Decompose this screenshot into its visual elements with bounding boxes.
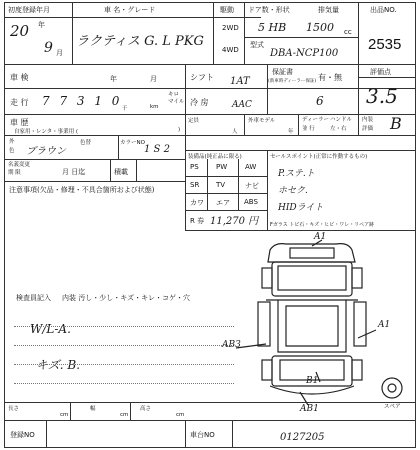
doors-label: ドア数・形状 — [248, 6, 290, 14]
model-year-unit: 年 — [288, 129, 294, 135]
year-handwritten: 20 — [10, 22, 30, 40]
yes-no: 有・無 — [318, 73, 342, 82]
eq-air: エア — [216, 199, 230, 207]
diagram-label-b1: B1 — [306, 376, 319, 386]
height-unit: cm — [176, 412, 185, 418]
ac-handwritten: AAC — [232, 100, 252, 110]
lot-label: 出品NO. — [370, 6, 397, 14]
shaken-year: 年 — [110, 75, 117, 83]
caution-label: 注意事項(欠品・修理・不具合箇所および状態) — [9, 186, 155, 194]
sen-label: 千 — [122, 106, 128, 112]
note-2: キズ. B. — [36, 358, 81, 372]
reidou-label: 冷 房 — [190, 98, 209, 107]
r-ken-label: R 券 — [190, 217, 205, 225]
shareki-label: 車 歴 — [10, 118, 29, 127]
mileage-handwritten: 7 7 3 1 0 — [42, 94, 123, 108]
eq-navi: ナビ — [245, 182, 259, 190]
shift-handwritten: 1AT — [230, 76, 250, 87]
inspector-items: 内装 汚し・少し・キズ・キレ・コゲ・穴 — [62, 294, 191, 302]
seats-box-label: 定員 — [188, 118, 200, 124]
width-unit: cm — [120, 412, 129, 418]
shareki-sub: 自家用・レンタ・事業用 ( — [14, 129, 79, 135]
eq-kawa: カワ — [190, 199, 204, 207]
color-no-label: カラーNO — [120, 140, 145, 146]
lot-number: 2535 — [368, 36, 402, 53]
diagram-label-a1-top: A1 — [314, 232, 327, 242]
year-unit: 年 — [38, 21, 45, 29]
shaken-month: 月 — [150, 75, 157, 83]
model-code-handwritten: DBA-NCP100 — [270, 48, 339, 59]
eq-sr: SR — [190, 181, 200, 189]
diagram-label-ab3: AB3 — [222, 340, 241, 350]
gaisha-label: 外車モデル — [248, 118, 276, 124]
length-unit: cm — [60, 412, 69, 418]
seats-unit: 人 — [232, 129, 238, 135]
eq-ps: PS — [190, 163, 199, 171]
eq-pw: PW — [216, 163, 228, 171]
length-label: 長さ — [8, 406, 20, 412]
sekisai-label: 積載 — [114, 168, 128, 176]
spare-label: スペア — [384, 404, 401, 410]
shift-label: シフト — [190, 73, 214, 82]
interior-label: 内装 評価 — [362, 117, 374, 132]
r-ken-handwritten: 11,270 円 — [210, 216, 259, 227]
sales-point-header: セールスポイント(正常に作動するもの) — [270, 154, 368, 160]
chassis-handwritten: 0127205 — [280, 432, 325, 443]
inspector-label: 検査員記入 — [16, 294, 51, 302]
month-handwritten: 9 — [44, 40, 53, 56]
month-unit: 月 — [56, 49, 63, 57]
type-label: 型式 — [250, 41, 264, 49]
height-label: 高さ — [140, 406, 152, 412]
car-name-handwritten: ラクティス G. L PKG — [76, 34, 204, 49]
mileage-label: 走 行 — [10, 98, 29, 107]
mile-label: キロ マイル — [168, 92, 185, 105]
month-day-label: 月 日迄 — [62, 168, 86, 176]
eq-tv: TV — [216, 181, 226, 189]
handle-label: ハンドル 左・右 — [330, 117, 353, 132]
warranty-label: 保証書 — [272, 68, 293, 76]
change-label: 名義変更 期 限 — [8, 162, 31, 176]
displacement-label: 排気量 — [318, 6, 339, 14]
equipment-3: HIDライト — [278, 203, 324, 213]
cc-unit: cc — [344, 28, 352, 36]
equipment-1: P.ステ.ト — [278, 169, 315, 179]
gaishoku-label: 外 色 — [9, 139, 15, 154]
f-glass-label: Fガラス トビ石・キズ・ヒビ・ワレ・リペア跡 — [270, 222, 375, 228]
color-change-label: 色替 — [80, 140, 92, 146]
shaken-label: 車 検 — [10, 73, 29, 82]
width-label: 幅 — [90, 406, 96, 412]
note-1: W/L-A. — [30, 322, 71, 336]
reg-no-label: 登録NO — [10, 431, 35, 439]
shareki-close: ) — [178, 127, 181, 133]
eq-aw: AW — [245, 163, 257, 171]
equipment-2: ホセク. — [278, 186, 308, 196]
kudou-label: 駆動 — [220, 6, 234, 14]
chassis-no-label: 車台NO — [190, 431, 215, 439]
diagram-label-a1-right: A1 — [378, 320, 391, 330]
color-no-handwritten: 1 S 2 — [144, 144, 170, 155]
diagram-label-ab1: AB1 — [300, 404, 319, 414]
score-handwritten: 3.5 — [366, 84, 398, 108]
warranty-sub: (新車時ディーラー保証) — [268, 79, 317, 84]
displacement-handwritten: 1500 — [306, 21, 334, 34]
grade-label: 評価点 — [370, 68, 391, 76]
drive-4wd: 4WD — [222, 46, 239, 54]
dealer-label: ディーラー 並 行 — [302, 117, 330, 132]
seats-handwritten: 6 — [316, 94, 324, 108]
eq-abs: ABS — [244, 198, 258, 206]
doors-handwritten: 5 HB — [258, 21, 287, 34]
interior-score-handwritten: B — [390, 114, 402, 133]
km-label: km — [150, 104, 159, 110]
first-reg-label: 初度登録年月 — [8, 6, 50, 14]
car-name-label: 車 名・グレード — [104, 6, 156, 14]
equipment-header: 装備品(純正品に限る) — [188, 154, 242, 160]
drive-2wd: 2WD — [222, 24, 239, 32]
color-handwritten: ブラウン — [26, 146, 66, 157]
